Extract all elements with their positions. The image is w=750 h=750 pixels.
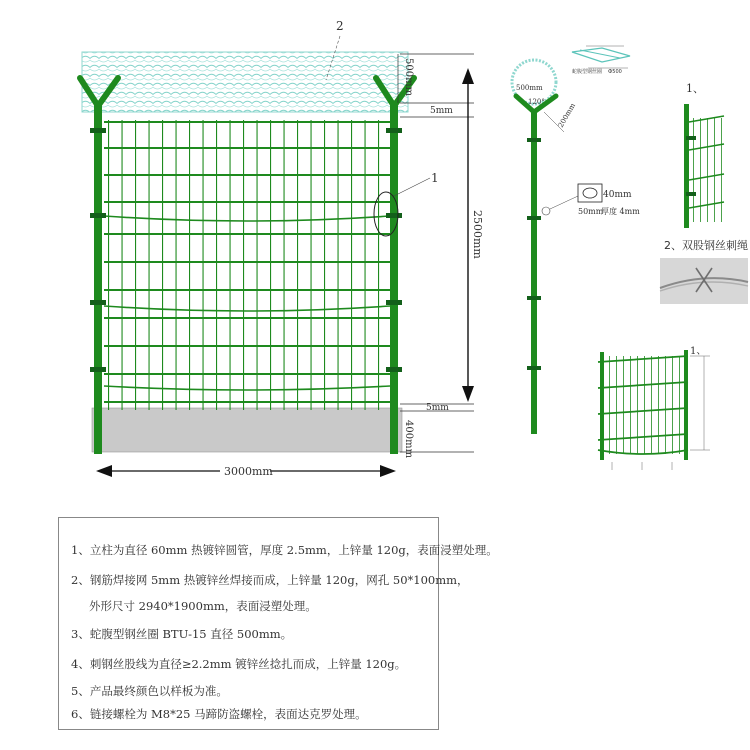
post-section-box [578, 184, 602, 202]
spec-note-2b: 外形尺寸 2940*1900mm，表面浸塑处理。 [89, 599, 317, 613]
mesh-panel [104, 120, 390, 410]
dim-bottom-gap: 5mm [426, 403, 449, 413]
dim-base: 400mm [403, 420, 414, 459]
dim-width: 3000mm [224, 465, 273, 478]
spec-note-2: 2、钢筋焊接网 5mm 热镀锌丝焊接而成，上锌量 120g，网孔 50*100mm， [71, 573, 469, 587]
callout-joint: 1 [431, 171, 439, 185]
barbed-wire-photo [660, 258, 748, 304]
side-arm-dim: 200mm [556, 101, 578, 129]
post-diameter: 40mm [603, 190, 632, 200]
detail1-label: 1、 [686, 82, 704, 95]
callout-razor: 2 [336, 19, 344, 33]
razor-wire-coil [82, 52, 408, 112]
concrete-base [92, 408, 402, 452]
post-width: 50mm [578, 207, 604, 216]
spec-note-3: 3、蛇腹型钢丝圈 BTU-15 直径 500mm。 [71, 627, 293, 641]
side-coil-dim: 500mm [516, 84, 543, 92]
coil-detail-size: Ф500 [608, 69, 622, 75]
dim-razor-height: 500mm [403, 58, 414, 97]
spec-note-5: 5、产品最终颜色以样板为准。 [71, 684, 228, 698]
detail1-illustration [684, 104, 724, 228]
side-angle: 120° [528, 98, 545, 106]
spec-notes [58, 517, 498, 730]
dim-total-height: 2500mm [471, 210, 484, 259]
dim-top-gap: 5mm [430, 106, 453, 116]
coil-detail-label: 蛇腹型钢丝圈 [572, 69, 603, 75]
spec-note-4: 4、刺钢丝股线为直径≥2.2mm 镀锌丝捻扎而成，上锌量 120g。 [71, 657, 407, 671]
detail2-label: 2、双股钢丝刺绳 [664, 239, 748, 252]
spec-note-6: 6、链接螺栓为 M8*25 马蹄防盗螺栓，表面达克罗处理。 [71, 707, 367, 721]
detail-bottom-illustration [598, 350, 710, 470]
detail-bottom-label: 1、 [690, 346, 707, 357]
spec-note-1: 1、立柱为直径 60mm 热镀锌圆管，厚度 2.5mm，上锌量 120g，表面浸塑处理。 [71, 543, 498, 557]
post-thickness: 厚度 4mm [601, 207, 640, 216]
